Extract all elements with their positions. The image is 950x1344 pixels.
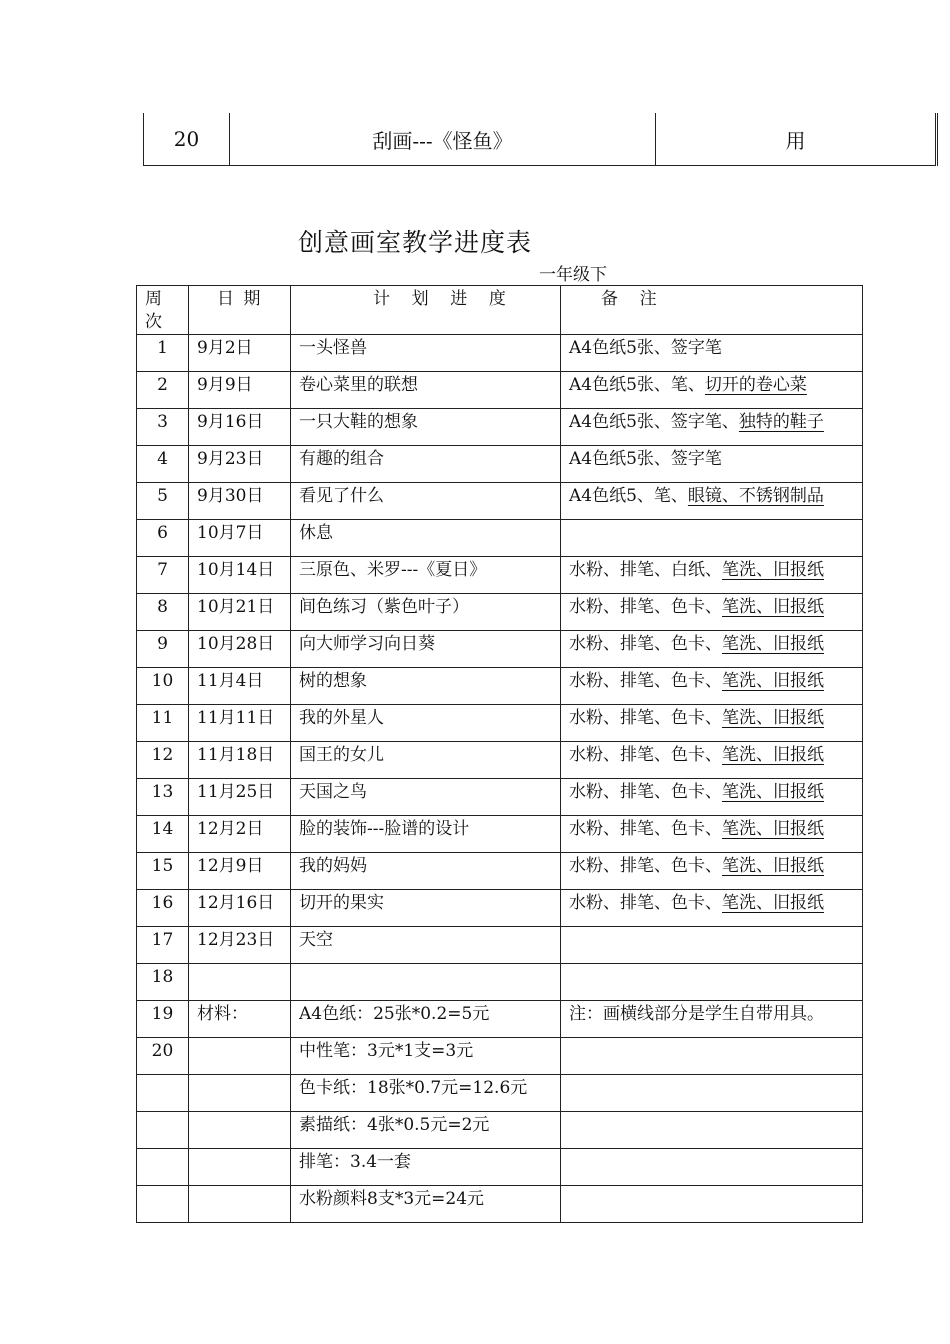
table-row xyxy=(137,483,863,520)
note-text: 水粉、排笔、色卡、 xyxy=(569,819,722,839)
note-cell xyxy=(561,964,863,1001)
plan-cell: 脸的装饰---脸谱的设计 xyxy=(291,816,561,853)
header-note: 备 注 xyxy=(561,286,863,335)
week-cell: 11 xyxy=(137,705,189,742)
note-student-supplied-text: 笔洗、旧报纸 xyxy=(722,560,824,580)
note-cell xyxy=(561,409,863,446)
note-cell: 用 xyxy=(656,113,937,166)
date-cell: 9月2日 xyxy=(189,335,291,372)
week-cell xyxy=(137,1075,189,1112)
plan-cell: 一只大鞋的想象 xyxy=(291,409,561,446)
note-cell xyxy=(561,816,863,853)
week-cell: 5 xyxy=(137,483,189,520)
table-row xyxy=(137,816,863,853)
note-student-supplied-text: 笔洗、旧报纸 xyxy=(722,745,824,765)
table-row xyxy=(137,1038,863,1075)
date-cell: 12月2日 xyxy=(189,816,291,853)
table-row xyxy=(137,668,863,705)
plan-cell: 天国之鸟 xyxy=(291,779,561,816)
plan-cell: 间色练习（紫色叶子） xyxy=(291,594,561,631)
note-cell xyxy=(561,594,863,631)
note-text: A4色纸5、笔、 xyxy=(569,486,688,506)
note-student-supplied-text: 笔洗、旧报纸 xyxy=(722,782,824,802)
plan-cell xyxy=(291,964,561,1001)
header-week xyxy=(137,286,189,335)
note-text: 水粉、排笔、色卡、 xyxy=(569,634,722,654)
table-row xyxy=(137,372,863,409)
table-row xyxy=(137,1149,863,1186)
note-cell xyxy=(561,853,863,890)
header-week-line2: 次 xyxy=(145,312,162,332)
date-cell: 9月23日 xyxy=(189,446,291,483)
table-row xyxy=(137,335,863,372)
week-cell: 10 xyxy=(137,668,189,705)
note-cell xyxy=(561,557,863,594)
week-cell: 20 xyxy=(144,113,230,166)
note-text: A4色纸5张、笔、 xyxy=(569,375,705,395)
week-cell: 2 xyxy=(137,372,189,409)
week-cell xyxy=(137,1149,189,1186)
week-cell: 9 xyxy=(137,631,189,668)
date-cell: 12月23日 xyxy=(189,927,291,964)
week-cell: 4 xyxy=(137,446,189,483)
note-cell xyxy=(561,927,863,964)
note-text: 水粉、排笔、色卡、 xyxy=(569,782,722,802)
plan-cell: 休息 xyxy=(291,520,561,557)
date-cell: 9月16日 xyxy=(189,409,291,446)
date-cell: 10月7日 xyxy=(189,520,291,557)
table-row xyxy=(137,964,863,1001)
schedule-table xyxy=(136,285,863,1223)
week-cell xyxy=(137,1186,189,1223)
table-row xyxy=(137,1186,863,1223)
week-cell: 14 xyxy=(137,816,189,853)
plan-cell: 看见了什么 xyxy=(291,483,561,520)
note-cell xyxy=(561,1038,863,1075)
note-student-supplied-text: 切开的卷心菜 xyxy=(704,375,807,395)
week-cell: 7 xyxy=(137,557,189,594)
plan-cell: 中性笔：3元*1支=3元 xyxy=(291,1038,561,1075)
note-text: A4色纸5张、签字笔 xyxy=(569,338,722,358)
table-header-row xyxy=(137,286,863,335)
week-cell: 17 xyxy=(137,927,189,964)
table-row xyxy=(137,890,863,927)
date-cell xyxy=(189,1038,291,1075)
plan-cell: 素描纸：4张*0.5元=2元 xyxy=(291,1112,561,1149)
note-cell xyxy=(561,1112,863,1149)
note-cell xyxy=(561,520,863,557)
note-text: A4色纸5张、签字笔、 xyxy=(569,412,739,432)
note-student-supplied-text: 笔洗、旧报纸 xyxy=(722,597,824,617)
table-row xyxy=(137,594,863,631)
table-row xyxy=(137,1112,863,1149)
note-text: 水粉、排笔、色卡、 xyxy=(569,708,722,728)
date-cell: 11月18日 xyxy=(189,742,291,779)
date-cell: 10月28日 xyxy=(189,631,291,668)
plan-cell: A4色纸：25张*0.2=5元 xyxy=(291,1001,561,1038)
note-cell xyxy=(561,1149,863,1186)
table-row xyxy=(137,520,863,557)
plan-cell: 水粉颜料8支*3元=24元 xyxy=(291,1186,561,1223)
date-cell xyxy=(189,1149,291,1186)
table-row xyxy=(137,409,863,446)
week-cell: 20 xyxy=(137,1038,189,1075)
date-cell: 10月21日 xyxy=(189,594,291,631)
date-cell: 12月9日 xyxy=(189,853,291,890)
date-cell: 10月14日 xyxy=(189,557,291,594)
note-student-supplied-text: 眼镜、不锈钢制品 xyxy=(687,486,824,506)
note-student-supplied-text: 笔洗、旧报纸 xyxy=(722,634,824,654)
date-cell: 9月9日 xyxy=(189,372,291,409)
note-cell xyxy=(561,779,863,816)
note-cell xyxy=(561,335,863,372)
table-row xyxy=(137,446,863,483)
table-row xyxy=(144,113,937,166)
week-cell: 8 xyxy=(137,594,189,631)
plan-cell: 刮画---《怪鱼》 xyxy=(230,113,656,166)
plan-cell: 国王的女儿 xyxy=(291,742,561,779)
note-student-supplied-text: 笔洗、旧报纸 xyxy=(722,819,824,839)
note-text: A4色纸5张、签字笔 xyxy=(569,449,722,469)
plan-cell: 我的妈妈 xyxy=(291,853,561,890)
header-plan: 计 划 进 度 xyxy=(291,286,561,335)
plan-cell: 三原色、米罗---《夏日》 xyxy=(291,557,561,594)
note-cell xyxy=(561,1075,863,1112)
week-cell: 13 xyxy=(137,779,189,816)
week-cell: 6 xyxy=(137,520,189,557)
table-row xyxy=(137,557,863,594)
plan-cell: 向大师学习向日葵 xyxy=(291,631,561,668)
week-cell: 16 xyxy=(137,890,189,927)
week-cell xyxy=(137,1112,189,1149)
plan-cell: 切开的果实 xyxy=(291,890,561,927)
note-cell xyxy=(561,705,863,742)
date-cell: 12月16日 xyxy=(189,890,291,927)
date-cell: 11月11日 xyxy=(189,705,291,742)
note-cell xyxy=(561,372,863,409)
page-title: 创意画室教学进度表 xyxy=(298,228,533,257)
date-cell: 11月25日 xyxy=(189,779,291,816)
plan-cell: 天空 xyxy=(291,927,561,964)
note-text: 水粉、排笔、色卡、 xyxy=(569,893,722,913)
header-date: 日 期 xyxy=(189,286,291,335)
header-week-line1: 周 xyxy=(145,289,162,309)
date-cell xyxy=(189,964,291,1001)
week-cell: 15 xyxy=(137,853,189,890)
grade-subtitle: 一年级下 xyxy=(539,265,607,285)
date-cell xyxy=(189,1075,291,1112)
week-cell: 19 xyxy=(137,1001,189,1038)
note-student-supplied-text: 独特的鞋子 xyxy=(738,412,824,432)
date-cell: 11月4日 xyxy=(189,668,291,705)
note-cell xyxy=(561,668,863,705)
table-row xyxy=(137,927,863,964)
note-text: 注：画横线部分是学生自带用具。 xyxy=(569,1004,824,1024)
week-cell: 12 xyxy=(137,742,189,779)
week-cell: 1 xyxy=(137,335,189,372)
table-row xyxy=(137,705,863,742)
plan-cell: 排笔：3.4一套 xyxy=(291,1149,561,1186)
note-cell xyxy=(561,890,863,927)
note-text: 水粉、排笔、白纸、 xyxy=(569,560,722,580)
note-student-supplied-text: 笔洗、旧报纸 xyxy=(722,893,824,913)
table-row xyxy=(137,631,863,668)
note-cell xyxy=(561,631,863,668)
table-row xyxy=(137,779,863,816)
table-row xyxy=(137,1075,863,1112)
date-cell xyxy=(189,1112,291,1149)
plan-cell: 一头怪兽 xyxy=(291,335,561,372)
previous-table-fragment xyxy=(143,113,938,166)
date-cell: 9月30日 xyxy=(189,483,291,520)
week-cell: 18 xyxy=(137,964,189,1001)
plan-cell: 色卡纸：18张*0.7元=12.6元 xyxy=(291,1075,561,1112)
plan-cell: 树的想象 xyxy=(291,668,561,705)
note-text: 水粉、排笔、色卡、 xyxy=(569,745,722,765)
date-cell xyxy=(189,1186,291,1223)
note-student-supplied-text: 笔洗、旧报纸 xyxy=(722,856,824,876)
table-row xyxy=(137,1001,863,1038)
plan-cell: 我的外星人 xyxy=(291,705,561,742)
note-cell xyxy=(561,1186,863,1223)
note-student-supplied-text: 笔洗、旧报纸 xyxy=(722,708,824,728)
note-cell xyxy=(561,446,863,483)
table-row xyxy=(137,742,863,779)
note-cell xyxy=(561,742,863,779)
plan-cell: 有趣的组合 xyxy=(291,446,561,483)
note-cell xyxy=(561,483,863,520)
date-cell: 材料： xyxy=(189,1001,291,1038)
note-text: 水粉、排笔、色卡、 xyxy=(569,671,722,691)
note-student-supplied-text: 笔洗、旧报纸 xyxy=(722,671,824,691)
note-text: 水粉、排笔、色卡、 xyxy=(569,856,722,876)
note-cell xyxy=(561,1001,863,1038)
plan-cell: 卷心菜里的联想 xyxy=(291,372,561,409)
table-row xyxy=(137,853,863,890)
week-cell: 3 xyxy=(137,409,189,446)
note-text: 水粉、排笔、色卡、 xyxy=(569,597,722,617)
